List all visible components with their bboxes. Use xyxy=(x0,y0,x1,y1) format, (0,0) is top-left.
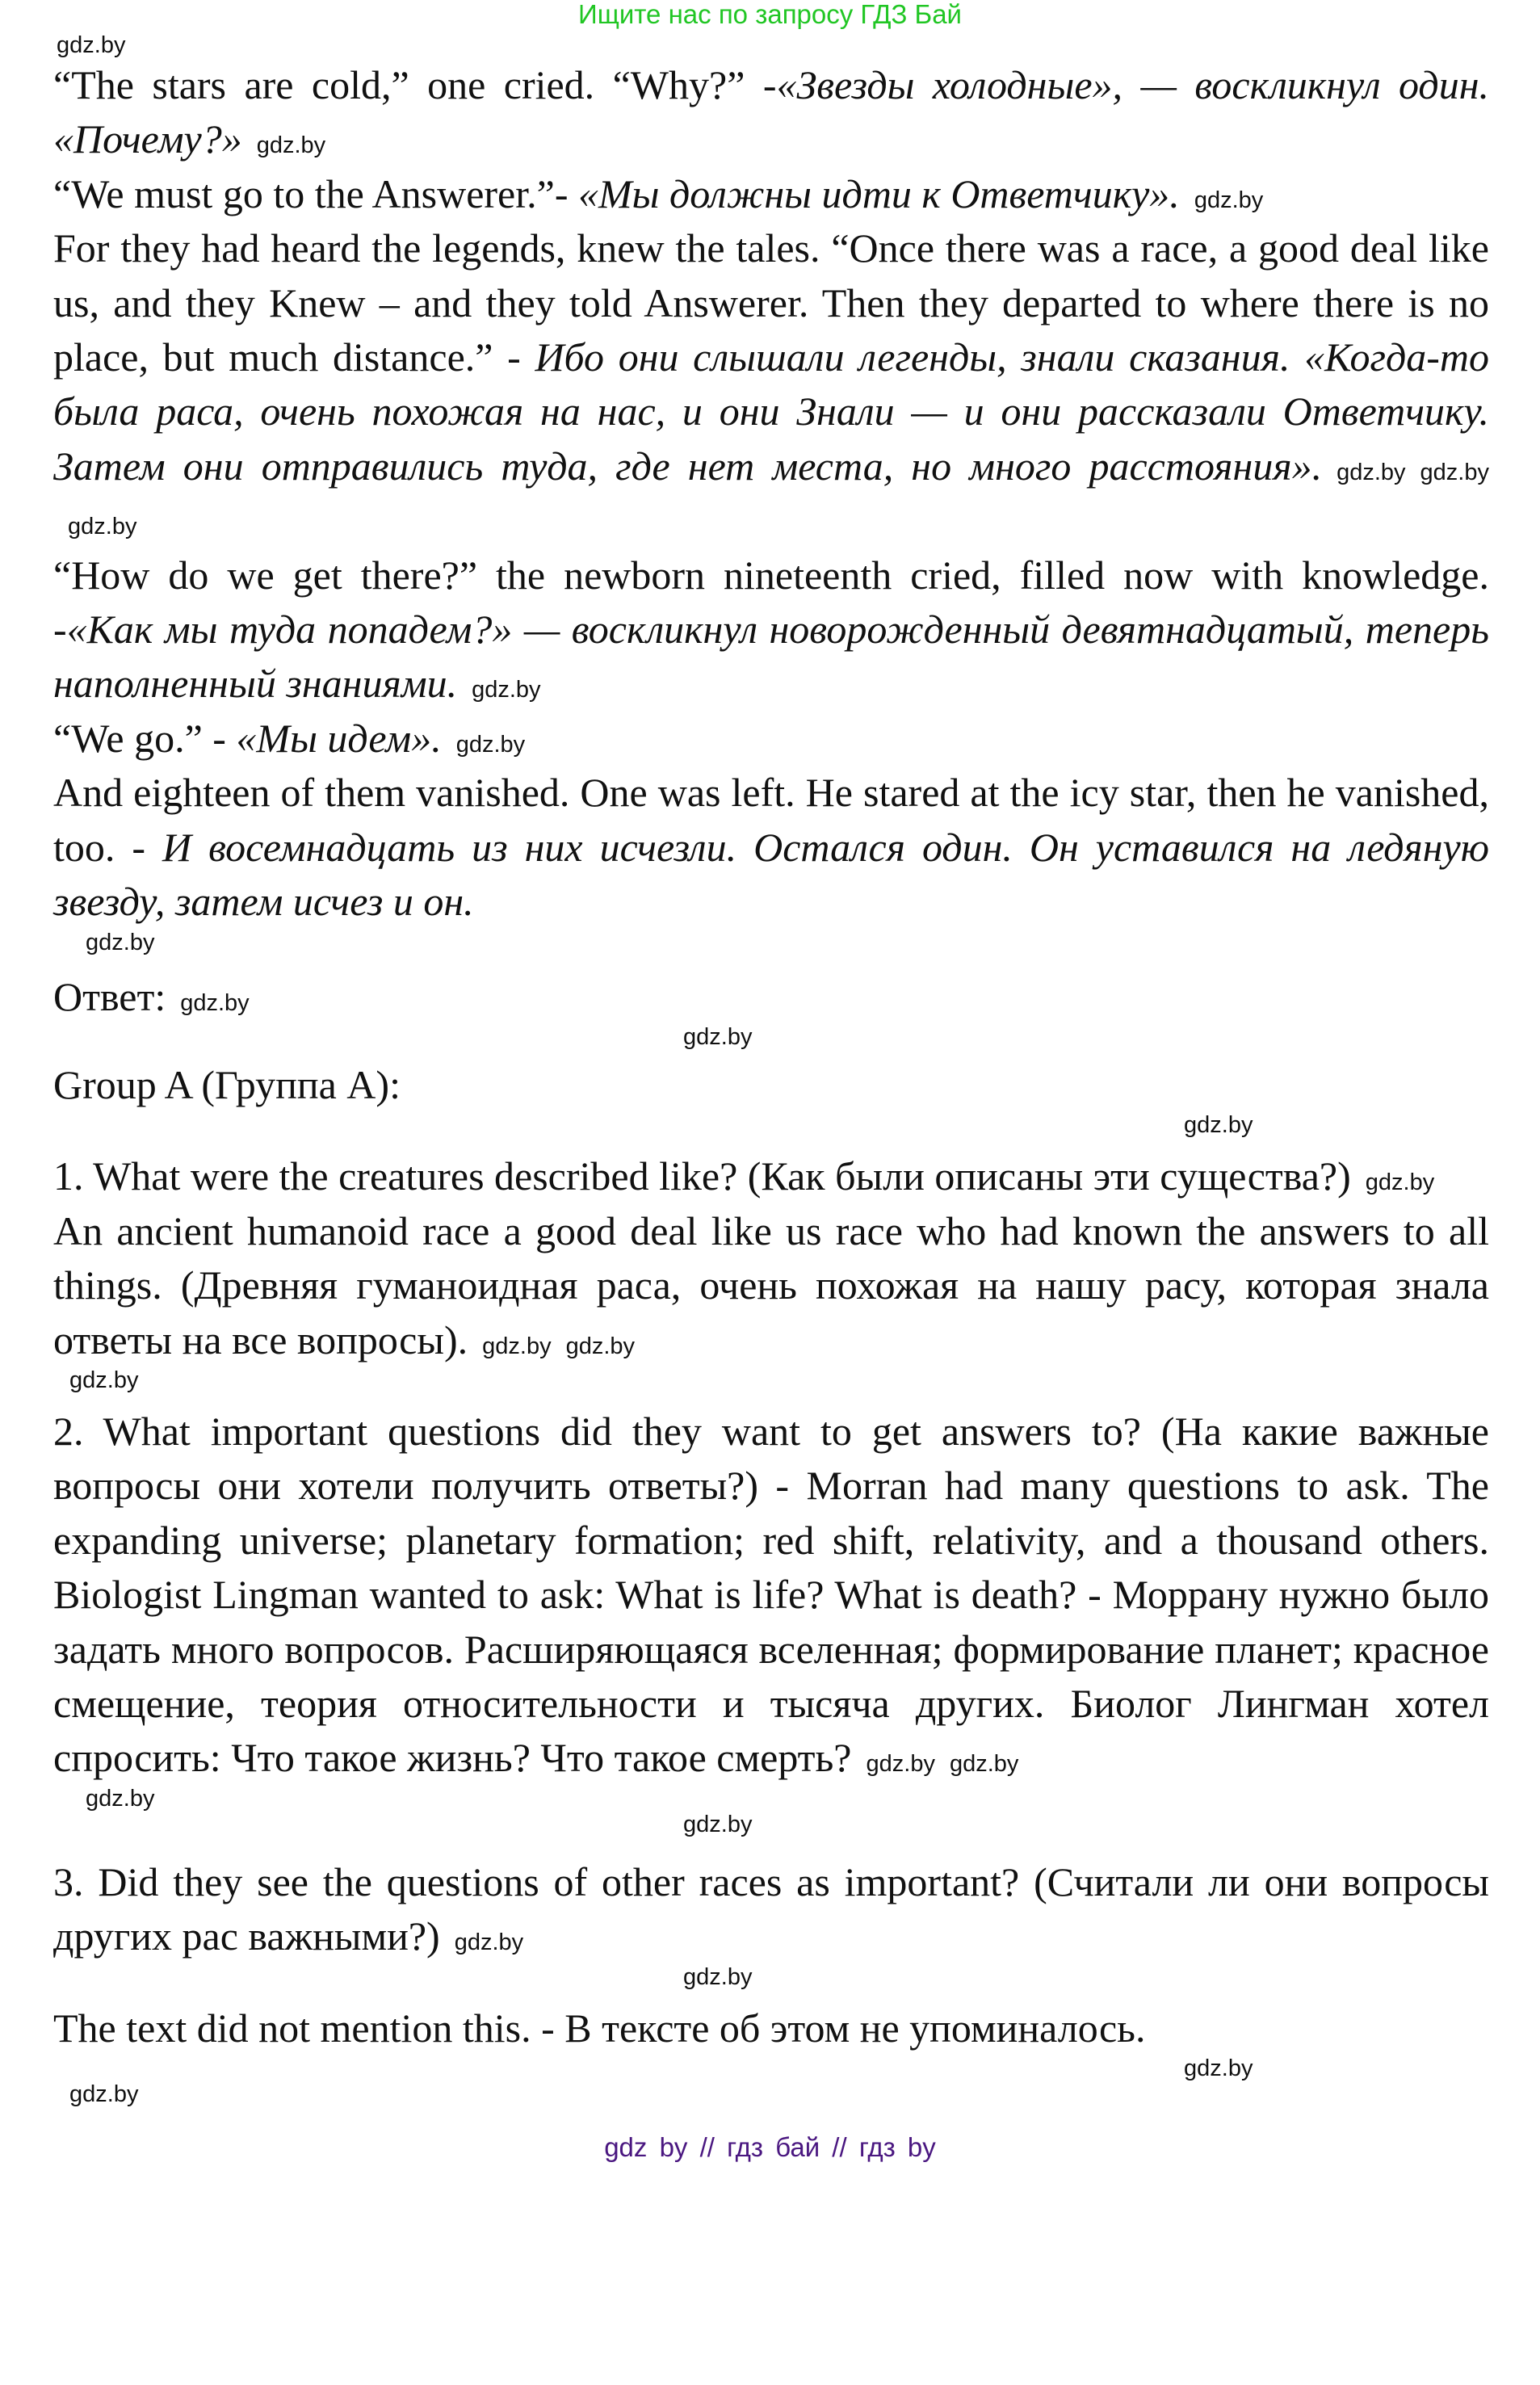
watermark: gdz.by xyxy=(256,132,326,159)
group-heading xyxy=(53,1058,1489,1112)
watermark: gdz.by xyxy=(68,514,137,540)
watermark: gdz.by xyxy=(69,1367,139,1393)
translation-text: «Мы должны идти к Ответчику». xyxy=(577,170,1180,216)
paragraph xyxy=(53,1204,1489,1367)
watermark: gdz.by xyxy=(683,1811,753,1837)
paragraph xyxy=(53,221,1489,548)
watermark: gdz.by xyxy=(455,731,526,758)
paragraph xyxy=(53,1405,1489,1786)
paragraph xyxy=(53,712,1489,766)
watermark: gdz.by xyxy=(1420,459,1489,485)
question-2 xyxy=(53,1405,1489,1786)
source-text: “We must go to the Answerer.”- xyxy=(53,170,578,216)
watermark: gdz.by xyxy=(1336,459,1406,485)
watermark: gdz.by xyxy=(1184,2055,1253,2081)
watermark: gdz.by xyxy=(683,1963,753,1990)
watermark: gdz.by xyxy=(565,1333,636,1359)
paragraph xyxy=(53,766,1489,929)
source-text: “We go.” - xyxy=(53,715,237,761)
source-text: “How do we get there?” the newborn nineteenth cried, filled now with knowledge. - xyxy=(53,552,1489,653)
watermark: gdz.by xyxy=(86,1785,155,1812)
watermark: gdz.by xyxy=(1194,187,1264,213)
source-text: 1. What were the creatures described like? (Как были описаны эти существа?) xyxy=(53,1153,1351,1199)
watermark: gdz.by xyxy=(1184,1112,1253,1139)
watermark: gdz.by xyxy=(482,1333,552,1359)
watermark: gdz.by xyxy=(57,32,126,58)
paragraph xyxy=(53,1149,1489,1203)
watermark: gdz.by xyxy=(1365,1169,1435,1196)
source-text: 2. What important questions did they want to get answers to? (На какие важные вопросы они хотели получить ответы?) - Morran had many questions to ask. The expanding universe; planetary formation; red shift, relativity, and a thousand others. Biologist Lingman wanted to ask: What is life? What is death? - Моррану нужно было задать много вопросов. Расширяющаяся вселенная; формирование планет; красное смещение, теория относительности и тысяча других. Биолог Лингман хотел спросить: Что такое жизнь? Что такое смерть? xyxy=(53,1408,1489,1781)
paragraph xyxy=(53,1855,1489,1964)
watermark: gdz.by xyxy=(180,989,250,1016)
watermark: gdz.by xyxy=(69,2081,139,2107)
document-body xyxy=(0,58,1540,2107)
source-text: 3. Did they see the questions of other races as important? (Считали ли они вопросы других рас важными?) xyxy=(53,1858,1489,1959)
source-text: Group A (Группа А): xyxy=(53,1061,401,1107)
translation-text: «Звезды холодные», — воскликнул один. «Почему?» xyxy=(53,62,1489,162)
story-text xyxy=(53,58,1489,930)
source-text: Ответ: xyxy=(53,973,166,1019)
answer-heading xyxy=(53,970,1489,1024)
watermark: gdz.by xyxy=(866,1751,935,1778)
question-3 xyxy=(53,1855,1489,1964)
paragraph xyxy=(53,2001,1489,2055)
answer-3 xyxy=(53,2001,1489,2055)
watermark-row xyxy=(0,32,1540,58)
promo-banner[interactable]: Ищите нас по запросу ГДЗ Бай xyxy=(578,0,962,29)
footer-links[interactable]: gdz by // гдз бай // гдз by xyxy=(604,2132,936,2162)
paragraph xyxy=(53,58,1489,167)
paragraph xyxy=(53,1058,1489,1112)
watermark: gdz.by xyxy=(683,1023,753,1050)
translation-text: И восемнадцать из них исчезли. Остался один. Он уставился на ледяную звезду, затем исчез и он. xyxy=(53,824,1489,925)
source-text: “The stars are cold,” one cried. “Why?” - xyxy=(53,62,777,107)
source-text: And eighteen of them vanished. One was left. He stared at the icy star, then he vanished, too. - xyxy=(53,770,1489,870)
source-text: An ancient humanoid race a good deal like us race who had known the answers to all things. (Древняя гуманоидная раса, очень похожая на нашу расу, которая знала ответы на все вопросы). xyxy=(53,1207,1489,1363)
question-1 xyxy=(53,1149,1489,1367)
watermark: gdz.by xyxy=(472,677,541,703)
translation-text: Ибо они слышали легенды, знали сказания. «Когда-то была раса, очень похожая на нас, и они Знали — и они рассказали Ответчику. Затем они отправились туда, где нет места, но много расстояния». xyxy=(53,334,1489,489)
watermark: gdz.by xyxy=(86,929,155,955)
watermark: gdz.by xyxy=(949,1751,1019,1778)
translation-text: «Как мы туда попадем?» — воскликнул новорожденный девятнадцатый, теперь наполненный знаниями. xyxy=(53,607,1489,707)
paragraph xyxy=(53,970,1489,1024)
paragraph xyxy=(53,548,1489,712)
source-text: The text did not mention this. - В тексте об этом не упоминалось. xyxy=(53,2005,1146,2051)
translation-text: «Мы идем». xyxy=(236,715,442,761)
source-text: For they had heard the legends, knew the tales. “Once there was a race, a good deal like us, and they Knew – and they told Answerer. Then they departed to where there is no place, but much distance.” - xyxy=(53,225,1489,380)
watermark: gdz.by xyxy=(454,1929,524,1956)
paragraph xyxy=(53,167,1489,221)
